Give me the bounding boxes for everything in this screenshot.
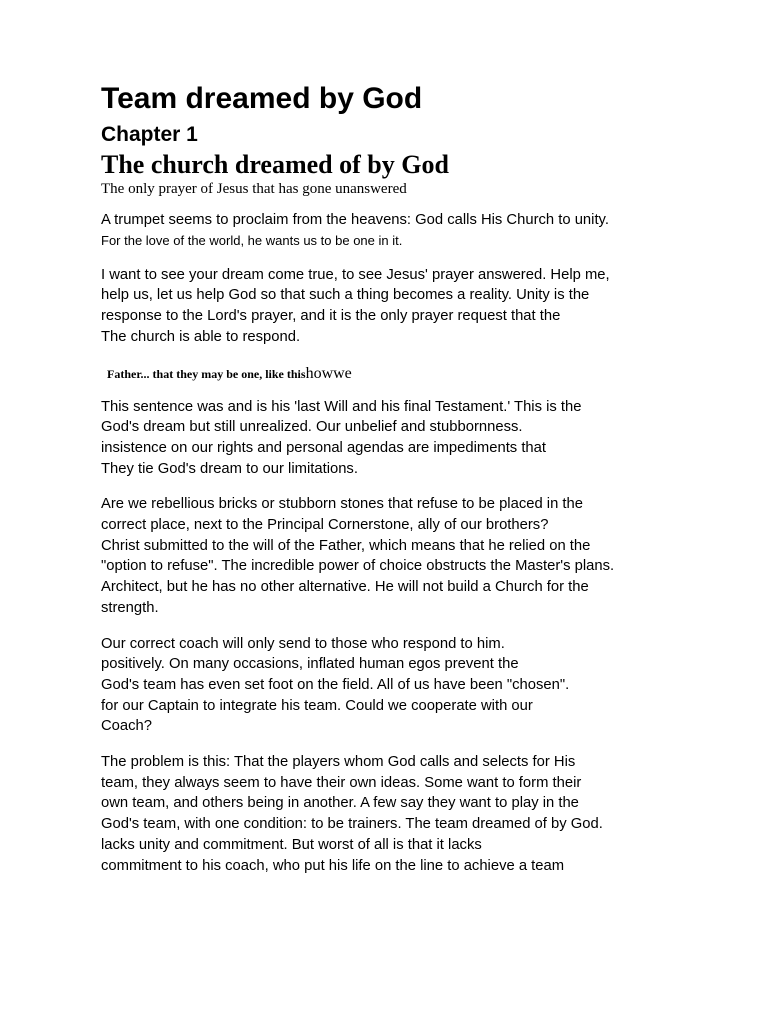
text-line: for our Captain to integrate his team. Could we cooperate with our xyxy=(101,697,533,714)
text-line: They tie God's dream to our limitations. xyxy=(101,460,358,477)
text-line: response to the Lord's prayer, and it is the only prayer request that the xyxy=(101,308,561,325)
text-line: A trumpet seems to proclaim from the heavens: God calls His Church to unity. xyxy=(101,212,609,228)
text-line: God's team has even set foot on the field. All of us have been "chosen". xyxy=(101,676,570,693)
text-line: insistence on our rights and personal agendas are impediments that xyxy=(101,439,546,456)
text-line: "option to refuse". The incredible power of choice obstructs the Master's plans. xyxy=(101,558,615,575)
text-line: I want to see your dream come true, to see Jesus' prayer answered. Help me, xyxy=(101,266,610,283)
text-line: Are we rebellious bricks or stubborn stones that refuse to be placed in the xyxy=(101,496,583,513)
paragraph-3 xyxy=(101,494,691,618)
text-line: Our correct coach will only send to those who respond to him. xyxy=(101,635,505,652)
document-title: Team dreamed by God xyxy=(101,82,423,115)
text-line: own team, and others being in another. A few say they want to play in the xyxy=(101,795,579,812)
text-line: help us, let us help God so that such a thing becomes a reality. Unity is the xyxy=(101,287,590,304)
text-line: For the love of the world, he wants us to be one in it. xyxy=(101,232,403,248)
scripture-quote xyxy=(107,363,691,385)
chapter-heading: Chapter 1 xyxy=(101,123,198,146)
text-line: Architect, but he has no other alternative. He will not build a Church for the xyxy=(101,579,589,596)
paragraph-4 xyxy=(101,634,691,738)
text-line: Coach? xyxy=(101,718,153,735)
text-line: The church is able to respond. xyxy=(101,328,301,345)
quote-text: Father... that they may be one, like this xyxy=(107,366,306,381)
text-line: This sentence was and is his 'last Will and his final Testament.' This is the xyxy=(101,398,582,415)
paragraph-5 xyxy=(101,752,691,876)
text-line: The problem is this: That the players whom God calls and selects for His xyxy=(101,754,576,771)
text-line: commitment to his coach, who put his life on the line to achieve a team xyxy=(101,857,565,874)
text-line: Christ submitted to the will of the Father, which means that he relied on the xyxy=(101,537,591,554)
paragraph-2 xyxy=(101,397,691,480)
text-line: correct place, next to the Principal Cornerstone, ally of our brothers? xyxy=(101,517,549,534)
quote-emphasis: howwe xyxy=(305,364,352,382)
chapter-subtitle: The church dreamed of by God xyxy=(101,150,449,179)
text-line: God's team, with one condition: to be trainers. The team dreamed of by God. xyxy=(101,816,603,833)
text-line: God's dream but still unrealized. Our unbelief and stubbornness. xyxy=(101,419,523,436)
chapter-tagline: The only prayer of Jesus that has gone unanswered xyxy=(101,181,407,197)
text-line: lacks unity and commitment. But worst of all is that it lacks xyxy=(101,836,482,853)
text-line: team, they always seem to have their own ideas. Some want to form their xyxy=(101,774,582,791)
text-line: strength. xyxy=(101,599,159,616)
document-page xyxy=(101,80,691,891)
paragraph-1 xyxy=(101,265,691,348)
intro-paragraph xyxy=(101,210,691,250)
text-line: positively. On many occasions, inflated human egos prevent the xyxy=(101,656,519,673)
